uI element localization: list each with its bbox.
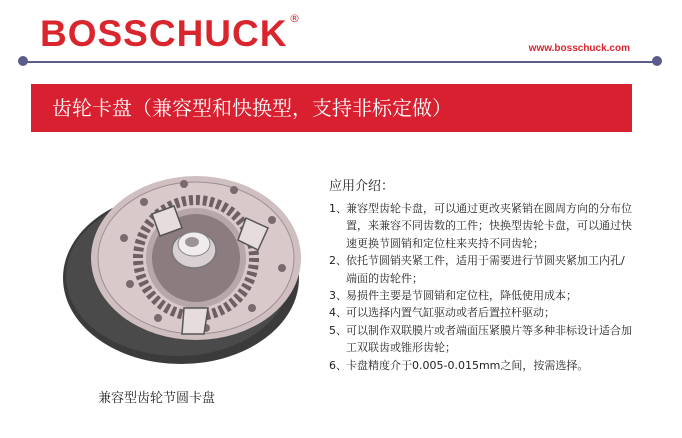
registered-mark: ® xyxy=(289,12,300,25)
list-item xyxy=(329,322,634,357)
item-text: 可以制作双联膜片或者端面压紧膜片等多种非标设计适合加工双联齿或锥形齿轮； xyxy=(346,323,632,355)
divider-dot-right xyxy=(652,56,662,66)
item-number: 1、 xyxy=(329,202,347,215)
website-link[interactable]: www.bosschuck.com xyxy=(528,43,630,54)
item-number: 2、 xyxy=(329,254,347,268)
list-item xyxy=(329,287,634,304)
gear-chuck-illustration xyxy=(56,158,302,370)
item-number: 6、 xyxy=(329,358,347,372)
intro-heading: 应用介绍： xyxy=(329,179,395,194)
list-item xyxy=(329,200,634,252)
item-number: 3、 xyxy=(329,289,347,303)
item-text: 易损件主要是节圆销和定位柱，降低使用成本； xyxy=(346,289,577,303)
divider-dot-left xyxy=(18,56,28,66)
header-divider xyxy=(22,61,658,63)
brand-logo: BOSSCHUCK xyxy=(40,13,288,54)
list-item xyxy=(329,357,634,374)
item-number: 4、 xyxy=(329,306,347,320)
intro-list xyxy=(329,200,634,374)
item-text: 依托节圆销夹紧工件，适用于需要进行节圆夹紧加工内孔/端面的齿轮件； xyxy=(346,254,625,285)
banner-title: 齿轮卡盘（兼容型和快换型，支持非标定做） xyxy=(52,96,452,120)
product-caption: 兼容型齿轮节圆卡盘 xyxy=(98,391,216,406)
list-item xyxy=(329,304,634,321)
item-number: 5、 xyxy=(329,323,347,337)
product-image xyxy=(56,158,302,374)
item-text: 卡盘精度介于0.005-0.015mm之间，按需选择。 xyxy=(346,358,589,372)
list-item xyxy=(329,252,634,287)
item-text: 可以选择内置气缸驱动或者后置拉杆驱动； xyxy=(346,306,555,320)
item-text: 兼容型齿轮卡盘，可以通过更改夹紧销在圆周方向的分布位置，来兼容不同齿数的工件；快换型齿轮卡盘，可以通过快速更换节圆销和定位柱来夹持不同齿轮； xyxy=(346,202,632,250)
